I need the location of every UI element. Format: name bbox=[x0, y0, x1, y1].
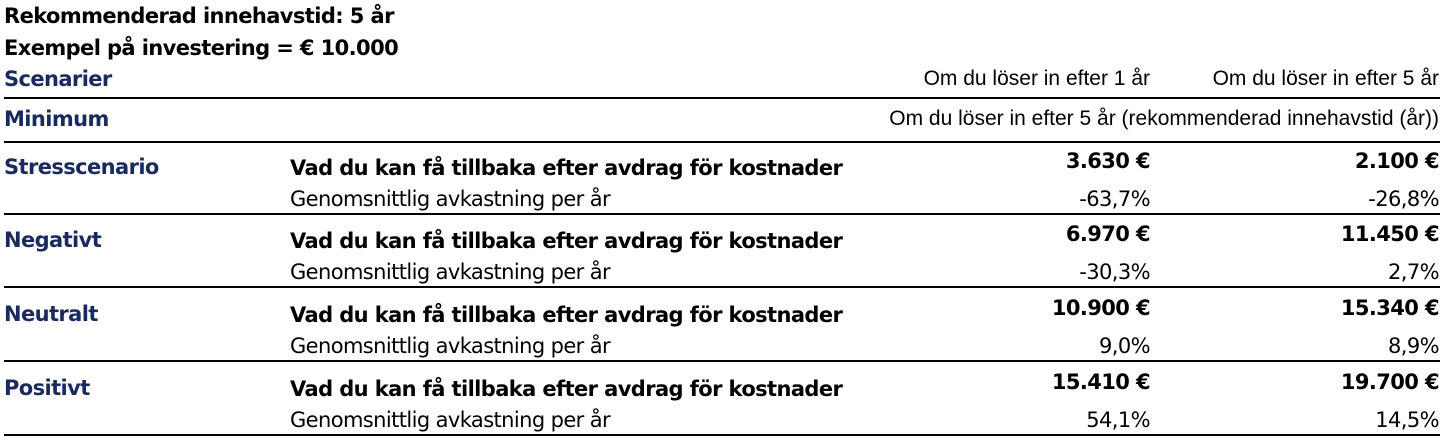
scenario-name: Neutralt bbox=[4, 302, 98, 326]
scenario-row bbox=[0, 216, 1452, 288]
row-rule bbox=[4, 434, 1440, 436]
value-5-years: 19.700 € bbox=[1340, 370, 1439, 394]
return-after-costs-label: Vad du kan få tillbaka efter avdrag för kostnader bbox=[290, 303, 843, 327]
value-1-year: 6.970 € bbox=[1065, 222, 1150, 246]
return-after-costs-label: Vad du kan få tillbaka efter avdrag för kostnader bbox=[290, 229, 843, 253]
row-rule bbox=[4, 213, 1440, 215]
scenarios-title: Scenarier bbox=[4, 67, 112, 91]
return-1-year: 54,1% bbox=[1086, 408, 1150, 432]
column-header-5-years: Om du löser in efter 5 år bbox=[1212, 67, 1439, 90]
scenario-name: Positivt bbox=[4, 376, 90, 400]
scenario-name: Stresscenario bbox=[4, 155, 159, 179]
return-after-costs-label: Vad du kan få tillbaka efter avdrag för kostnader bbox=[290, 156, 843, 180]
value-1-year: 3.630 € bbox=[1065, 149, 1150, 173]
scenario-row bbox=[0, 364, 1452, 436]
header-rule bbox=[4, 97, 1440, 99]
scenario-row bbox=[0, 290, 1452, 362]
value-5-years: 2.100 € bbox=[1354, 149, 1439, 173]
value-1-year: 10.900 € bbox=[1051, 296, 1150, 320]
return-5-years: 14,5% bbox=[1375, 408, 1439, 432]
value-1-year: 15.410 € bbox=[1051, 370, 1150, 394]
return-5-years: 2,7% bbox=[1388, 260, 1439, 284]
holding-period-heading: Rekommenderad innehavstid: 5 år bbox=[4, 4, 394, 28]
return-1-year: 9,0% bbox=[1099, 334, 1150, 358]
value-5-years: 15.340 € bbox=[1340, 296, 1439, 320]
example-investment-heading: Exempel på investering = € 10.000 bbox=[4, 36, 399, 60]
scenario-name: Negativt bbox=[4, 228, 102, 252]
return-5-years: 8,9% bbox=[1388, 334, 1439, 358]
return-5-years: -26,8% bbox=[1368, 187, 1439, 211]
return-1-year: -30,3% bbox=[1079, 260, 1150, 284]
return-after-costs-label: Vad du kan få tillbaka efter avdrag för kostnader bbox=[290, 377, 843, 401]
average-return-label: Genomsnittlig avkastning per år bbox=[290, 408, 611, 432]
minimum-label: Minimum bbox=[4, 107, 109, 131]
average-return-label: Genomsnittlig avkastning per år bbox=[290, 187, 611, 211]
row-rule bbox=[4, 360, 1440, 362]
average-return-label: Genomsnittlig avkastning per år bbox=[290, 334, 611, 358]
row-rule bbox=[4, 286, 1440, 288]
column-header-1-year: Om du löser in efter 1 år bbox=[923, 67, 1150, 90]
minimum-note: Om du löser in efter 5 år (rekommenderad innehavstid (år)) bbox=[889, 107, 1439, 130]
return-1-year: -63,7% bbox=[1079, 187, 1150, 211]
scenario-row bbox=[0, 143, 1452, 215]
value-5-years: 11.450 € bbox=[1340, 222, 1439, 246]
average-return-label: Genomsnittlig avkastning per år bbox=[290, 260, 611, 284]
